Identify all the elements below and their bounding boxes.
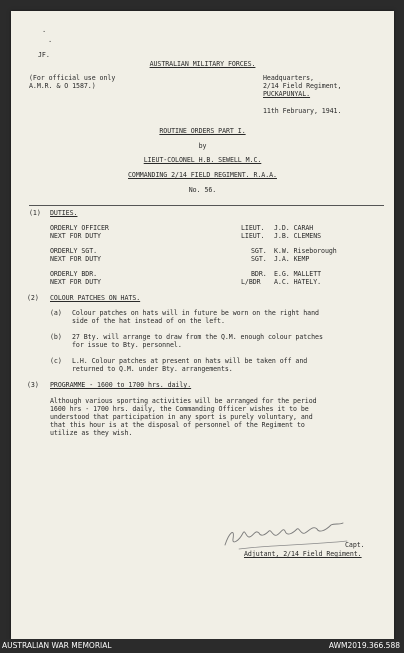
- duty-rank: BDR.: [251, 270, 267, 278]
- duty-rank: L/BDR: [241, 278, 261, 286]
- programme-text-line: Although various sporting activities will be arranged for the period: [50, 397, 317, 405]
- address-line-1: Headquarters,: [263, 74, 314, 82]
- file-reference: JF.: [38, 51, 50, 59]
- duty-role: NEXT FOR DUTY: [50, 232, 101, 240]
- orders-title: ROUTINE ORDERS PART I.: [159, 127, 246, 135]
- item-label: (c): [50, 357, 62, 365]
- pencil-mark: ·: [48, 38, 53, 46]
- divider: [29, 205, 384, 206]
- item-text-line: side of the hat instead of on the left.: [72, 317, 225, 325]
- official-use-line-2: A.M.R. & O 1587.): [29, 82, 96, 90]
- duty-role: ORDERLY OFFICER: [50, 224, 109, 232]
- duty-name: K.W. Riseborough: [274, 247, 337, 255]
- duty-name: J.D. CARAH: [274, 224, 314, 232]
- section-number: (1): [29, 209, 41, 217]
- by-line: by: [198, 142, 207, 150]
- programme-text-line: understood that participation in any sport is purely voluntary, and: [50, 413, 313, 421]
- document-page: [11, 11, 394, 639]
- item-text-line: L.H. Colour patches at present on hats will be taken off and: [72, 357, 308, 365]
- duty-name: E.G. MALLETT: [274, 270, 322, 278]
- item-text-line: Colour patches on hats will in future be worn on the right hand: [72, 309, 319, 317]
- item-label: (b): [50, 333, 62, 341]
- command-line: COMMANDING 2/14 FIELD REGIMENT. R.A.A.: [128, 171, 277, 179]
- section-number: (2): [27, 294, 39, 302]
- footer-accession-number: AWM2019.366.588: [328, 641, 400, 650]
- duty-rank: LIEUT.: [241, 224, 265, 232]
- duty-role: NEXT FOR DUTY: [50, 255, 101, 263]
- footer-institution: AUSTRALIAN WAR MEMORIAL: [2, 641, 112, 650]
- commanding-officer: LIEUT-COLONEL H.B. SEWELL M.C.: [143, 156, 262, 164]
- archive-footer: [0, 639, 404, 653]
- duty-name: J.B. CLEMENS: [274, 232, 322, 240]
- section-heading-programme: PROGRAMME - 1600 to 1700 hrs. daily.: [50, 381, 192, 389]
- signatory-rank: Capt.: [345, 541, 365, 549]
- item-text-line: for issue to Bty. personnel.: [72, 341, 182, 349]
- address-line-3: PUCKAPUNYAL.: [263, 90, 311, 98]
- duty-role: NEXT FOR DUTY: [50, 278, 101, 286]
- section-number: (3): [27, 381, 39, 389]
- handwritten-signature: [219, 515, 359, 553]
- pencil-mark: ·: [42, 28, 47, 36]
- section-heading-duties: DUTIES.: [50, 209, 78, 217]
- order-number: No. 56.: [188, 186, 217, 194]
- duty-rank: SGT.: [251, 255, 267, 263]
- duty-rank: SGT.: [251, 247, 267, 255]
- item-text-line: 27 Bty. will arrange to draw from the Q.M. enough colour patches: [72, 333, 323, 341]
- address-line-2: 2/14 Field Regiment,: [263, 82, 342, 90]
- programme-text-line: that this hour is at the disposal of personnel of the Regiment to: [50, 421, 305, 429]
- item-text-line: returned to Q.M. under Bty. arrangements.: [72, 365, 233, 373]
- duty-role: ORDERLY BDR.: [50, 270, 98, 278]
- programme-text-line: 1600 hrs - 1700 hrs. daily, the Commanding Officer wishes it to be: [50, 405, 309, 413]
- document-date: 11th February, 1941.: [263, 107, 342, 115]
- duty-rank: LIEUT.: [241, 232, 265, 240]
- duty-role: ORDERLY SGT.: [50, 247, 98, 255]
- duty-name: J.A. KEMP: [274, 255, 310, 263]
- item-label: (a): [50, 309, 62, 317]
- programme-text-line: utilize as they wish.: [50, 429, 133, 437]
- document-heading: AUSTRALIAN MILITARY FORCES.: [149, 60, 256, 68]
- duty-name: A.C. HATELY.: [274, 278, 322, 286]
- signatory-title: Adjutant, 2/14 Field Regiment.: [244, 550, 362, 558]
- official-use-line-1: (For official use only: [29, 74, 116, 82]
- section-heading-colour-patches: COLOUR PATCHES ON HATS.: [50, 294, 141, 302]
